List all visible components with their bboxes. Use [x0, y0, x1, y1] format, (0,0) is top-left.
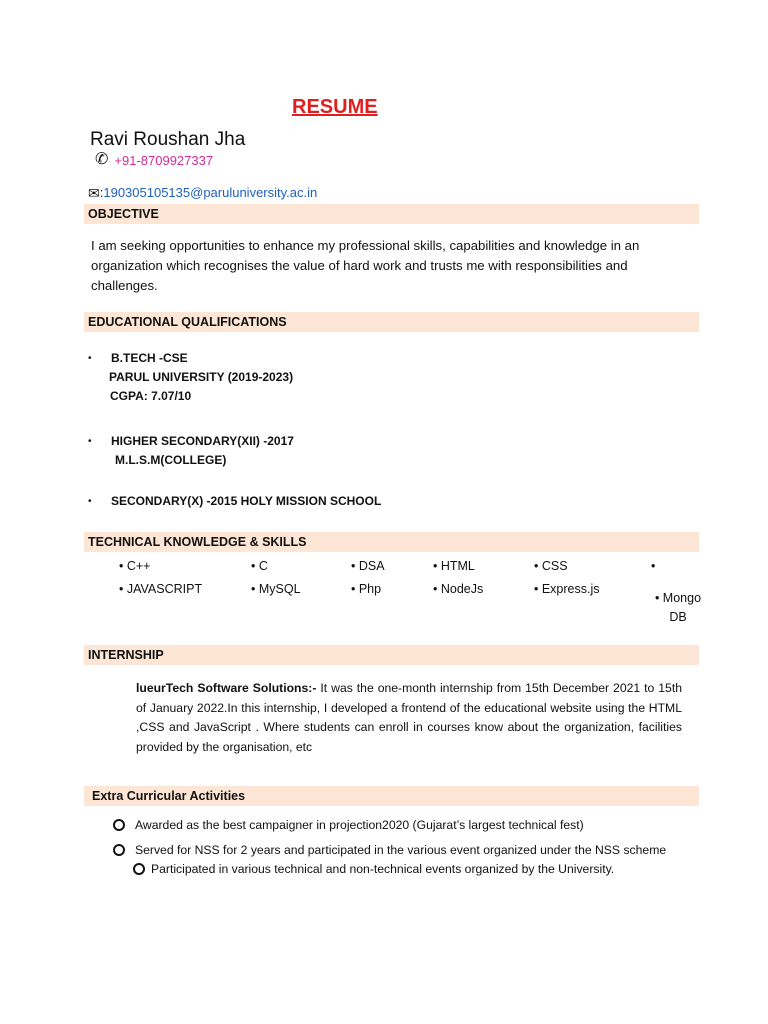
envelope-icon: ✉: [88, 184, 100, 201]
objective-heading: OBJECTIVE: [84, 204, 699, 224]
circle-bullet-icon: [133, 863, 145, 875]
bullet: •: [88, 436, 92, 447]
activity-text: Served for NSS for 2 years and participated in the various event organized under the NSS scheme: [135, 843, 667, 857]
skill-item: • Php: [351, 582, 382, 596]
skill-item: • C: [251, 559, 268, 573]
email-link[interactable]: 190305105135@paruluniversity.ac.in: [103, 185, 318, 200]
circle-bullet-icon: [113, 844, 125, 856]
skill-item: • DSA: [351, 559, 385, 573]
phone-icon: ✆: [95, 151, 109, 168]
email-prefix: :: [99, 185, 104, 200]
internship-heading: INTERNSHIP: [84, 645, 699, 665]
skill-item: • Express.js: [534, 582, 600, 596]
activity-text: Participated in various technical and non-technical events organized by the University.: [151, 862, 615, 876]
activity-item: [113, 818, 584, 832]
skill-item: • C++: [119, 559, 151, 573]
skill-item: • CSS: [534, 559, 568, 573]
activity-item: [113, 843, 666, 857]
skill-item: •: [651, 559, 656, 573]
education-line: SECONDARY(X) -2015 HOLY MISSION SCHOOL: [111, 494, 382, 508]
education-heading: EDUCATIONAL QUALIFICATIONS: [84, 312, 699, 332]
objective-text: [91, 236, 681, 296]
bullet: •: [88, 353, 92, 364]
education-line: HIGHER SECONDARY(XII) -2017: [111, 434, 294, 448]
skill-item: • HTML: [433, 559, 475, 573]
phone-number: +91-8709927337: [114, 152, 214, 168]
internship-company: lueurTech Software Solutions:-: [136, 681, 317, 695]
education-line: B.TECH -CSE: [111, 351, 188, 365]
skill-item: • MySQL: [251, 582, 301, 596]
phone-row: [95, 152, 213, 168]
skill-item: • JAVASCRIPT: [119, 582, 203, 596]
candidate-name: Ravi Roushan Jha: [90, 129, 246, 150]
education-line: M.L.S.M(COLLEGE): [115, 453, 227, 467]
education-line: PARUL UNIVERSITY (2019-2023): [109, 370, 294, 384]
education-line: CGPA: 7.07/10: [110, 389, 192, 403]
skill-item: • NodeJs: [433, 582, 484, 596]
objective-line: organization which recognises the value of hard work and trusts me with responsibilities and: [91, 258, 628, 273]
email-row: [88, 185, 317, 200]
circle-bullet-icon: [113, 819, 125, 831]
skill-item-wrapped: [648, 589, 708, 627]
internship-text: [136, 679, 682, 757]
activities-heading: Extra Curricular Activities: [84, 786, 699, 806]
objective-line: challenges.: [91, 278, 158, 293]
resume-title: RESUME: [292, 96, 378, 118]
skill-item-line: • Mongo: [654, 591, 702, 605]
objective-line: I am seeking opportunities to enhance my professional skills, capabilities and knowledge in an: [91, 238, 640, 253]
activity-text: Awarded as the best campaigner in projection2020 (Gujarat’s largest technical fest): [135, 818, 584, 832]
internship-description: It was the one-month internship from 15th December 2021 to 15th of January 2022.In this internship, I developed a frontend of the educational website using the HTML ,CSS and JavaScript . Where students can enroll in courses know about the organization, facilities provided by the organisation, etc: [136, 681, 682, 754]
bullet: •: [88, 496, 92, 507]
skills-heading: TECHNICAL KNOWLEDGE & SKILLS: [84, 532, 699, 552]
activity-item: [133, 862, 614, 876]
skill-item-line: DB: [669, 610, 687, 624]
